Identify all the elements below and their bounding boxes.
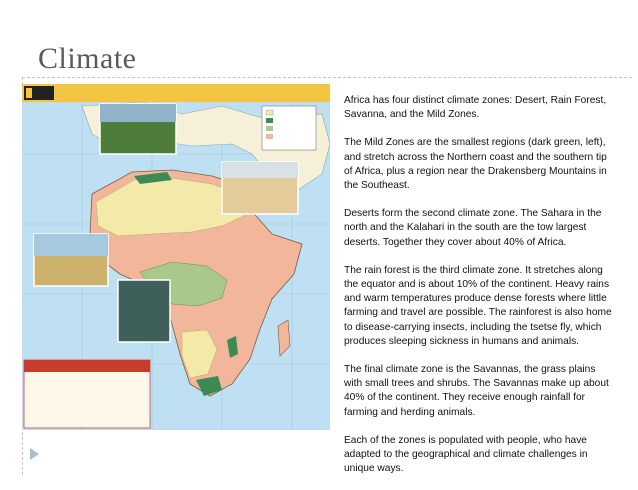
- paragraph-intro: Africa has four distinct climate zones: Desert, Rain Forest, Savanna, and the Mild Zones.: [344, 95, 607, 121]
- legend-swatch-mild: [266, 118, 273, 123]
- landscape-photo-sky: [100, 104, 176, 122]
- desert-photo-sky: [222, 162, 298, 178]
- madagascar: [278, 320, 290, 356]
- legend-swatch-savanna: [266, 134, 273, 139]
- paragraph-deserts: Deserts form the second climate zone. The Sahara in the north and the Kalahari in the south are the tow largest deserts. Together they cover about 40% of Africa.: [344, 208, 602, 248]
- geography-skills-header: [24, 360, 150, 372]
- slide-body-text: [344, 94, 612, 490]
- legend-swatch-rainforest: [266, 126, 273, 131]
- title-divider: [22, 77, 632, 78]
- africa-climate-map: [22, 84, 330, 430]
- map-header-bar: [22, 84, 330, 102]
- slide-title: Climate: [38, 42, 137, 75]
- paragraph-rain-forest: The rain forest is the third climate zone. It stretches along the equator and is about 10% of the continent. Heavy rains and warm temperatures produce dense forests where little farming and travel are possible. The rainforest is also home to disease-carrying insects, including the tsetse fly, which produces sleeping sickness in humans and animals.: [344, 264, 612, 347]
- legend-swatch-desert: [266, 110, 273, 115]
- paragraph-savannas: The final climate zone is the Savannas, the grass plains with small trees and shrubs. The Savannas make up about 40% of the continent. They receive enough rainfall for farming and herding animals.: [344, 364, 609, 418]
- natgeo-logo-icon: [26, 88, 32, 98]
- paragraph-mild-zones: The Mild Zones are the smallest regions (dark green, left), and stretch across the Northern coast and the southern tip of Africa, plus a region near the Drakensberg Mountains in the Southeast.: [344, 137, 607, 192]
- paragraph-people: Each of the zones is populated with people, who have adapted to the geographical and climate challenges in unique ways.: [344, 434, 588, 475]
- savanna-photo-sky: [34, 234, 108, 256]
- rainforest-photo: [118, 280, 170, 342]
- africa-map-graphic: [22, 84, 330, 430]
- slide-bullet-icon: [30, 448, 39, 460]
